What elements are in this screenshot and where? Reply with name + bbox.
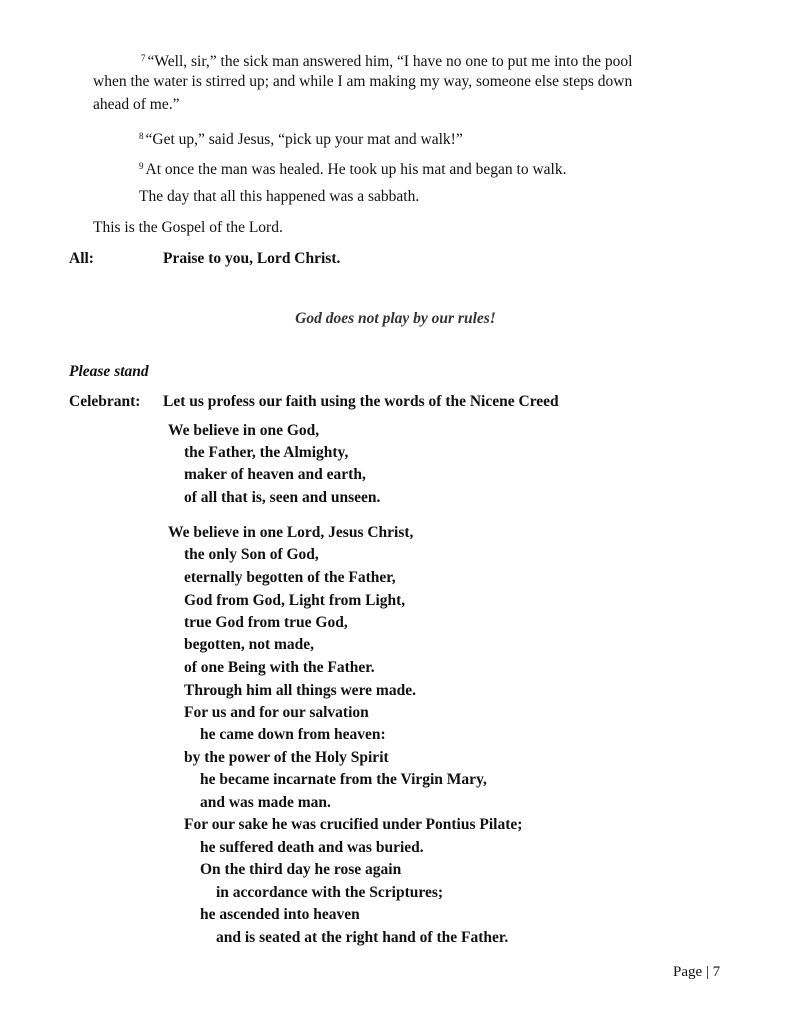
creed-line: We believe in one Lord, Jesus Christ, — [168, 524, 414, 541]
creed-line: of one Being with the Father. — [184, 659, 375, 676]
gospel-close: This is the Gospel of the Lord. — [93, 219, 283, 236]
rubric: Please stand — [69, 363, 149, 380]
creed-line: God from God, Light from Light, — [184, 592, 406, 609]
creed-line: eternally begotten of the Father, — [184, 569, 396, 586]
verse-7-line-2: when the water is stirred up; and while I am making my way, someone else steps down — [93, 73, 633, 90]
celebrant-text: Let us profess our faith using the words of the Nicene Creed — [163, 393, 559, 410]
response-speaker: All: — [69, 250, 94, 267]
creed-line: and was made man. — [200, 794, 331, 811]
verse-text: “Well, sir,” the sick man answered him, “I have no one to put me into the pool — [147, 53, 633, 70]
motto: God does not play by our rules! — [295, 310, 496, 327]
verse-9 — [139, 156, 566, 180]
verse-number: 7 — [141, 53, 146, 63]
creed-line: For our sake he was crucified under Pontius Pilate; — [184, 816, 523, 833]
creed-line: For us and for our salvation — [184, 704, 369, 721]
celebrant-speaker: Celebrant: — [69, 393, 141, 410]
creed-line: We believe in one God, — [168, 422, 320, 439]
verse-number: 9 — [139, 161, 144, 171]
creed-line: he suffered death and was buried. — [200, 839, 424, 856]
verse-text: “Get up,” said Jesus, “pick up your mat and walk!” — [145, 131, 463, 148]
verse-number: 8 — [139, 131, 144, 141]
response-text: Praise to you, Lord Christ. — [163, 250, 341, 267]
verse-7-line-1 — [141, 48, 632, 72]
creed-line: he came down from heaven: — [200, 726, 386, 743]
creed-line: On the third day he rose again — [200, 861, 402, 878]
creed-line: maker of heaven and earth, — [184, 466, 366, 483]
verse-text: At once the man was healed. He took up his mat and began to walk. — [145, 161, 567, 178]
creed-line: true God from true God, — [184, 614, 348, 631]
sabbath-line: The day that all this happened was a sabbath. — [139, 188, 420, 205]
creed-line: begotten, not made, — [184, 636, 315, 653]
creed-line: and is seated at the right hand of the Father. — [216, 929, 509, 946]
creed-line: the only Son of God, — [184, 546, 319, 563]
page-number: Page | 7 — [673, 964, 721, 980]
creed-line: the Father, the Almighty, — [184, 444, 349, 461]
creed-line: Through him all things were made. — [184, 682, 416, 699]
creed-line: of all that is, seen and unseen. — [184, 489, 381, 506]
creed-line: he became incarnate from the Virgin Mary, — [200, 771, 487, 788]
creed-line: by the power of the Holy Spirit — [184, 749, 389, 766]
creed-line: in accordance with the Scriptures; — [216, 884, 444, 901]
creed-line: he ascended into heaven — [200, 906, 360, 923]
verse-8 — [139, 126, 463, 150]
verse-7-line-3: ahead of me.” — [93, 96, 180, 113]
